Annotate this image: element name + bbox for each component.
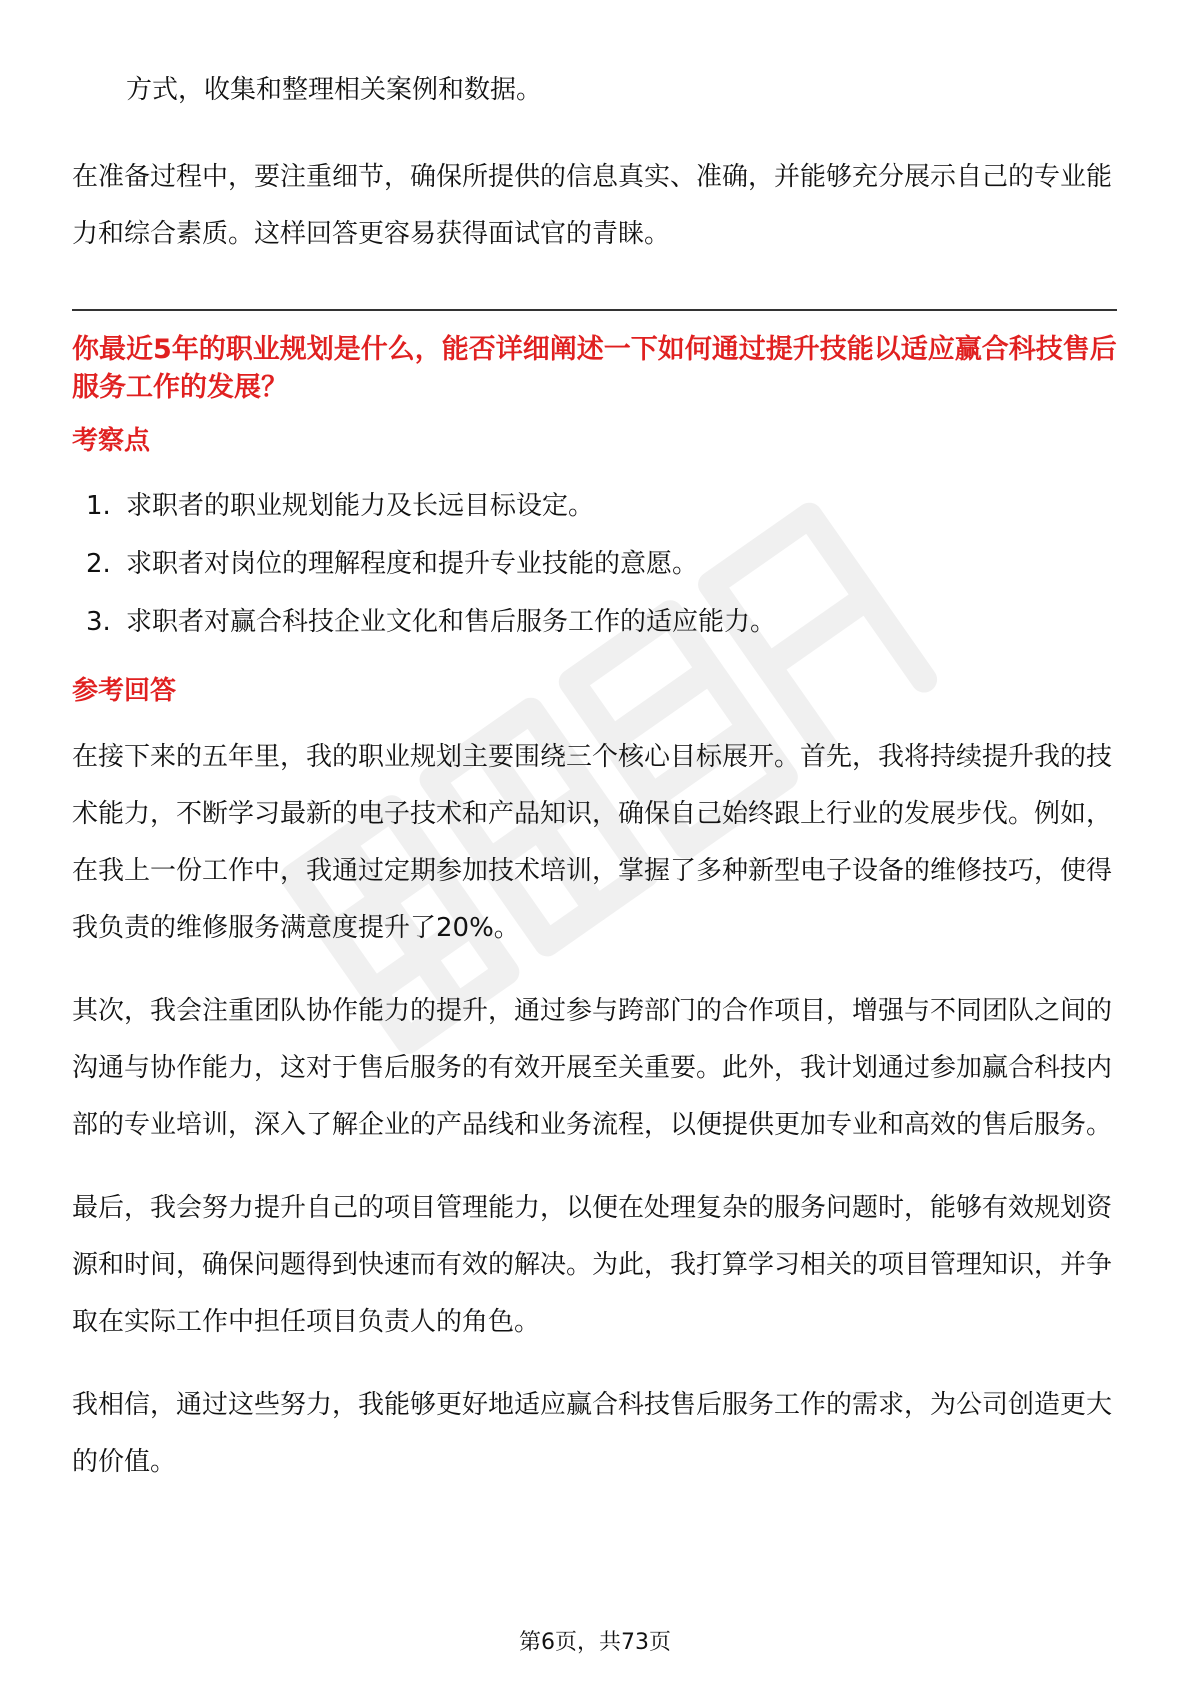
list-item-number: 1. xyxy=(86,491,111,521)
list-item-number: 2. xyxy=(86,549,111,579)
page-footer: 第6页，共73页 xyxy=(519,1630,671,1655)
section-divider xyxy=(72,309,1117,311)
answer-paragraph: 在接下来的五年里，我的职业规划主要围绕三个核心目标展开。首先，我将持续提升我的技术能力，不断学习最新的电子技术和产品知识，确保自己始终跟上行业的发展步伐。例如，在我上一份工作中，我通过定期参加技术培训，掌握了多种新型电子设备的维修技巧，使得我负责的维修服务满意度提升了20%。 xyxy=(72,742,1113,943)
list-item xyxy=(72,477,1117,535)
assessment-list xyxy=(72,477,1117,651)
answer-paragraph: 我相信，通过这些努力，我能够更好地适应赢合科技售后服务工作的需求，为公司创造更大的价值。 xyxy=(72,1390,1113,1477)
answer-paragraph: 其次，我会注重团队协作能力的提升，通过参与跨部门的合作项目，增强与不同团队之间的沟通与协作能力，这对于售后服务的有效开展至关重要。此外，我计划通过参加赢合科技内部的专业培训，深入了解企业的产品线和业务流程，以便提供更加专业和高效的售后服务。 xyxy=(72,996,1113,1140)
list-item xyxy=(72,535,1117,593)
answer-paragraph: 最后，我会努力提升自己的项目管理能力，以便在处理复杂的服务问题时，能够有效规划资源和时间，确保问题得到快速而有效的解决。为此，我打算学习相关的项目管理知识，并争取在实际工作中担任项目负责人的角色。 xyxy=(72,1193,1113,1337)
list-item-text: 求职者对赢合科技企业文化和售后服务工作的适应能力。 xyxy=(126,607,777,637)
main-content xyxy=(72,62,1117,1491)
list-item-text: 求职者的职业规划能力及长远目标设定。 xyxy=(126,491,595,521)
list-item xyxy=(72,593,1117,651)
question-heading: 你最近5年的职业规划是什么，能否详细阐述一下如何通过提升技能以适应赢合科技售后服务工作的发展？ xyxy=(72,334,1117,403)
answer-label: 参考回答 xyxy=(72,676,177,706)
carryover-line: 方式，收集和整理相关案例和数据。 xyxy=(126,75,543,105)
assessment-label: 考察点 xyxy=(72,426,151,456)
list-item-number: 3. xyxy=(86,607,111,637)
list-item-text: 求职者对岗位的理解程度和提升专业技能的意愿。 xyxy=(126,549,699,579)
intro-paragraph: 在准备过程中，要注重细节，确保所提供的信息真实、准确，并能够充分展示自己的专业能力和综合素质。这样回答更容易获得面试官的青睐。 xyxy=(72,162,1113,249)
